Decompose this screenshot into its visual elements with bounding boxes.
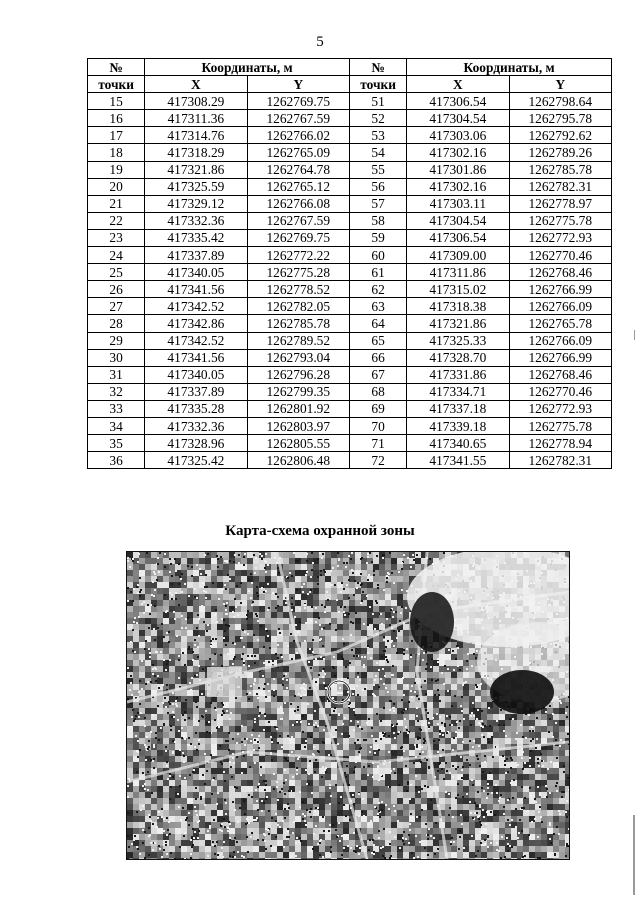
point-num-cell: 52 bbox=[349, 110, 406, 127]
y-coord-cell: 1262766.09 bbox=[509, 298, 611, 315]
table-subheader-row bbox=[88, 76, 612, 93]
satellite-map-image bbox=[126, 551, 570, 860]
x-coord-cell: 417306.54 bbox=[407, 229, 509, 246]
x-coord-cell: 417311.36 bbox=[145, 110, 247, 127]
table-row bbox=[88, 332, 612, 349]
x-coord-cell: 417332.36 bbox=[145, 417, 247, 434]
x-coord-cell: 417318.29 bbox=[145, 144, 247, 161]
y-coord-cell: 1262768.46 bbox=[509, 264, 611, 281]
point-num-cell: 23 bbox=[88, 229, 145, 246]
point-num-cell: 19 bbox=[88, 161, 145, 178]
table-row bbox=[88, 452, 612, 469]
y-coord-cell: 1262767.59 bbox=[247, 212, 349, 229]
table-row bbox=[88, 315, 612, 332]
point-num-cell: 17 bbox=[88, 127, 145, 144]
point-num-cell: 60 bbox=[349, 247, 406, 264]
point-num-cell: 54 bbox=[349, 144, 406, 161]
point-num-cell: 63 bbox=[349, 298, 406, 315]
y-coord-cell: 1262778.97 bbox=[509, 195, 611, 212]
y-coord-cell: 1262792.62 bbox=[509, 127, 611, 144]
table-row bbox=[88, 195, 612, 212]
table-row bbox=[88, 212, 612, 229]
y-coord-cell: 1262770.46 bbox=[509, 383, 611, 400]
y-coord-cell: 1262768.46 bbox=[509, 366, 611, 383]
x-coord-cell: 417303.06 bbox=[407, 127, 509, 144]
y-coord-cell: 1262767.59 bbox=[247, 110, 349, 127]
header-point-right: точки bbox=[349, 76, 406, 93]
point-num-cell: 58 bbox=[349, 212, 406, 229]
x-coord-cell: 417337.89 bbox=[145, 383, 247, 400]
x-coord-cell: 417329.12 bbox=[145, 195, 247, 212]
point-num-cell: 32 bbox=[88, 383, 145, 400]
y-coord-cell: 1262798.64 bbox=[509, 93, 611, 110]
x-coord-cell: 417337.89 bbox=[145, 247, 247, 264]
scan-artifact bbox=[634, 330, 635, 340]
x-coord-cell: 417304.54 bbox=[407, 110, 509, 127]
point-num-cell: 24 bbox=[88, 247, 145, 264]
table-row bbox=[88, 366, 612, 383]
point-num-cell: 66 bbox=[349, 349, 406, 366]
y-coord-cell: 1262799.35 bbox=[247, 383, 349, 400]
y-coord-cell: 1262766.99 bbox=[509, 281, 611, 298]
point-num-cell: 34 bbox=[88, 417, 145, 434]
y-coord-cell: 1262764.78 bbox=[247, 161, 349, 178]
x-coord-cell: 417328.70 bbox=[407, 349, 509, 366]
x-coord-cell: 417332.36 bbox=[145, 212, 247, 229]
x-coord-cell: 417342.52 bbox=[145, 298, 247, 315]
point-num-cell: 61 bbox=[349, 264, 406, 281]
point-num-cell: 55 bbox=[349, 161, 406, 178]
header-coords-left: Координаты, м bbox=[145, 59, 350, 76]
y-coord-cell: 1262765.12 bbox=[247, 178, 349, 195]
y-coord-cell: 1262766.09 bbox=[509, 332, 611, 349]
scan-artifact bbox=[633, 815, 635, 895]
y-coord-cell: 1262778.94 bbox=[509, 435, 611, 452]
x-coord-cell: 417342.52 bbox=[145, 332, 247, 349]
point-num-cell: 36 bbox=[88, 452, 145, 469]
x-coord-cell: 417315.02 bbox=[407, 281, 509, 298]
page-number: 5 bbox=[316, 34, 324, 50]
x-coord-cell: 417306.54 bbox=[407, 93, 509, 110]
y-coord-cell: 1262766.08 bbox=[247, 195, 349, 212]
point-num-cell: 22 bbox=[88, 212, 145, 229]
table-row bbox=[88, 247, 612, 264]
point-num-cell: 20 bbox=[88, 178, 145, 195]
header-y-right: Y bbox=[509, 76, 611, 93]
point-num-cell: 70 bbox=[349, 417, 406, 434]
x-coord-cell: 417318.38 bbox=[407, 298, 509, 315]
table-row bbox=[88, 93, 612, 110]
x-coord-cell: 417309.00 bbox=[407, 247, 509, 264]
table-row bbox=[88, 435, 612, 452]
y-coord-cell: 1262782.31 bbox=[509, 178, 611, 195]
x-coord-cell: 417303.11 bbox=[407, 195, 509, 212]
y-coord-cell: 1262795.78 bbox=[509, 110, 611, 127]
x-coord-cell: 417334.71 bbox=[407, 383, 509, 400]
x-coord-cell: 417311.86 bbox=[407, 264, 509, 281]
header-coords-right: Координаты, м bbox=[407, 59, 612, 76]
y-coord-cell: 1262765.78 bbox=[509, 315, 611, 332]
point-num-cell: 25 bbox=[88, 264, 145, 281]
table-row bbox=[88, 417, 612, 434]
point-num-cell: 62 bbox=[349, 281, 406, 298]
point-num-cell: 71 bbox=[349, 435, 406, 452]
point-num-cell: 53 bbox=[349, 127, 406, 144]
x-coord-cell: 417328.96 bbox=[145, 435, 247, 452]
x-coord-cell: 417308.29 bbox=[145, 93, 247, 110]
point-num-cell: 26 bbox=[88, 281, 145, 298]
y-coord-cell: 1262803.97 bbox=[247, 417, 349, 434]
y-coord-cell: 1262765.09 bbox=[247, 144, 349, 161]
y-coord-cell: 1262769.75 bbox=[247, 229, 349, 246]
x-coord-cell: 417340.65 bbox=[407, 435, 509, 452]
point-num-cell: 21 bbox=[88, 195, 145, 212]
x-coord-cell: 417301.86 bbox=[407, 161, 509, 178]
point-num-cell: 35 bbox=[88, 435, 145, 452]
y-coord-cell: 1262766.99 bbox=[509, 349, 611, 366]
point-num-cell: 51 bbox=[349, 93, 406, 110]
table-row bbox=[88, 178, 612, 195]
point-num-cell: 56 bbox=[349, 178, 406, 195]
table-row bbox=[88, 229, 612, 246]
y-coord-cell: 1262785.78 bbox=[247, 315, 349, 332]
x-coord-cell: 417341.56 bbox=[145, 281, 247, 298]
point-num-cell: 69 bbox=[349, 400, 406, 417]
table-row bbox=[88, 110, 612, 127]
y-coord-cell: 1262772.93 bbox=[509, 400, 611, 417]
point-num-cell: 64 bbox=[349, 315, 406, 332]
y-coord-cell: 1262775.78 bbox=[509, 212, 611, 229]
table-row bbox=[88, 383, 612, 400]
point-num-cell: 31 bbox=[88, 366, 145, 383]
point-num-cell: 57 bbox=[349, 195, 406, 212]
x-coord-cell: 417304.54 bbox=[407, 212, 509, 229]
x-coord-cell: 417302.16 bbox=[407, 178, 509, 195]
x-coord-cell: 417335.28 bbox=[145, 400, 247, 417]
y-coord-cell: 1262806.48 bbox=[247, 452, 349, 469]
map-title: Карта-схема охранной зоны bbox=[225, 523, 415, 539]
table-row bbox=[88, 281, 612, 298]
table-row bbox=[88, 144, 612, 161]
x-coord-cell: 417314.76 bbox=[145, 127, 247, 144]
x-coord-cell: 417341.56 bbox=[145, 349, 247, 366]
x-coord-cell: 417321.86 bbox=[407, 315, 509, 332]
x-coord-cell: 417302.16 bbox=[407, 144, 509, 161]
x-coord-cell: 417339.18 bbox=[407, 417, 509, 434]
y-coord-cell: 1262789.26 bbox=[509, 144, 611, 161]
x-coord-cell: 417325.42 bbox=[145, 452, 247, 469]
y-coord-cell: 1262801.92 bbox=[247, 400, 349, 417]
header-y-left: Y bbox=[247, 76, 349, 93]
y-coord-cell: 1262782.31 bbox=[509, 452, 611, 469]
point-num-cell: 29 bbox=[88, 332, 145, 349]
x-coord-cell: 417340.05 bbox=[145, 264, 247, 281]
table-header-row bbox=[88, 59, 612, 76]
aerial-photo bbox=[127, 552, 569, 859]
y-coord-cell: 1262766.02 bbox=[247, 127, 349, 144]
x-coord-cell: 417340.05 bbox=[145, 366, 247, 383]
y-coord-cell: 1262793.04 bbox=[247, 349, 349, 366]
table-row bbox=[88, 127, 612, 144]
point-num-cell: 33 bbox=[88, 400, 145, 417]
coordinates-table bbox=[87, 58, 612, 469]
table-row bbox=[88, 400, 612, 417]
point-num-cell: 28 bbox=[88, 315, 145, 332]
x-coord-cell: 417325.33 bbox=[407, 332, 509, 349]
point-num-cell: 16 bbox=[88, 110, 145, 127]
x-coord-cell: 417341.55 bbox=[407, 452, 509, 469]
y-coord-cell: 1262789.52 bbox=[247, 332, 349, 349]
y-coord-cell: 1262785.78 bbox=[509, 161, 611, 178]
x-coord-cell: 417337.18 bbox=[407, 400, 509, 417]
x-coord-cell: 417321.86 bbox=[145, 161, 247, 178]
y-coord-cell: 1262772.93 bbox=[509, 229, 611, 246]
point-num-cell: 72 bbox=[349, 452, 406, 469]
point-num-cell: 27 bbox=[88, 298, 145, 315]
point-num-cell: 59 bbox=[349, 229, 406, 246]
x-coord-cell: 417331.86 bbox=[407, 366, 509, 383]
x-coord-cell: 417335.42 bbox=[145, 229, 247, 246]
header-num-left: № bbox=[88, 59, 145, 76]
table-row bbox=[88, 298, 612, 315]
header-x-right: X bbox=[407, 76, 509, 93]
y-coord-cell: 1262769.75 bbox=[247, 93, 349, 110]
y-coord-cell: 1262782.05 bbox=[247, 298, 349, 315]
y-coord-cell: 1262796.28 bbox=[247, 366, 349, 383]
y-coord-cell: 1262775.78 bbox=[509, 417, 611, 434]
point-num-cell: 68 bbox=[349, 383, 406, 400]
x-coord-cell: 417342.86 bbox=[145, 315, 247, 332]
point-num-cell: 30 bbox=[88, 349, 145, 366]
y-coord-cell: 1262778.52 bbox=[247, 281, 349, 298]
header-num-right: № bbox=[349, 59, 406, 76]
point-num-cell: 65 bbox=[349, 332, 406, 349]
table-row bbox=[88, 349, 612, 366]
y-coord-cell: 1262770.46 bbox=[509, 247, 611, 264]
point-num-cell: 18 bbox=[88, 144, 145, 161]
point-num-cell: 15 bbox=[88, 93, 145, 110]
point-num-cell: 67 bbox=[349, 366, 406, 383]
header-point-left: точки bbox=[88, 76, 145, 93]
y-coord-cell: 1262775.28 bbox=[247, 264, 349, 281]
y-coord-cell: 1262805.55 bbox=[247, 435, 349, 452]
table-row bbox=[88, 161, 612, 178]
header-x-left: X bbox=[145, 76, 247, 93]
y-coord-cell: 1262772.22 bbox=[247, 247, 349, 264]
table-row bbox=[88, 264, 612, 281]
x-coord-cell: 417325.59 bbox=[145, 178, 247, 195]
coordinates-body bbox=[88, 93, 612, 469]
